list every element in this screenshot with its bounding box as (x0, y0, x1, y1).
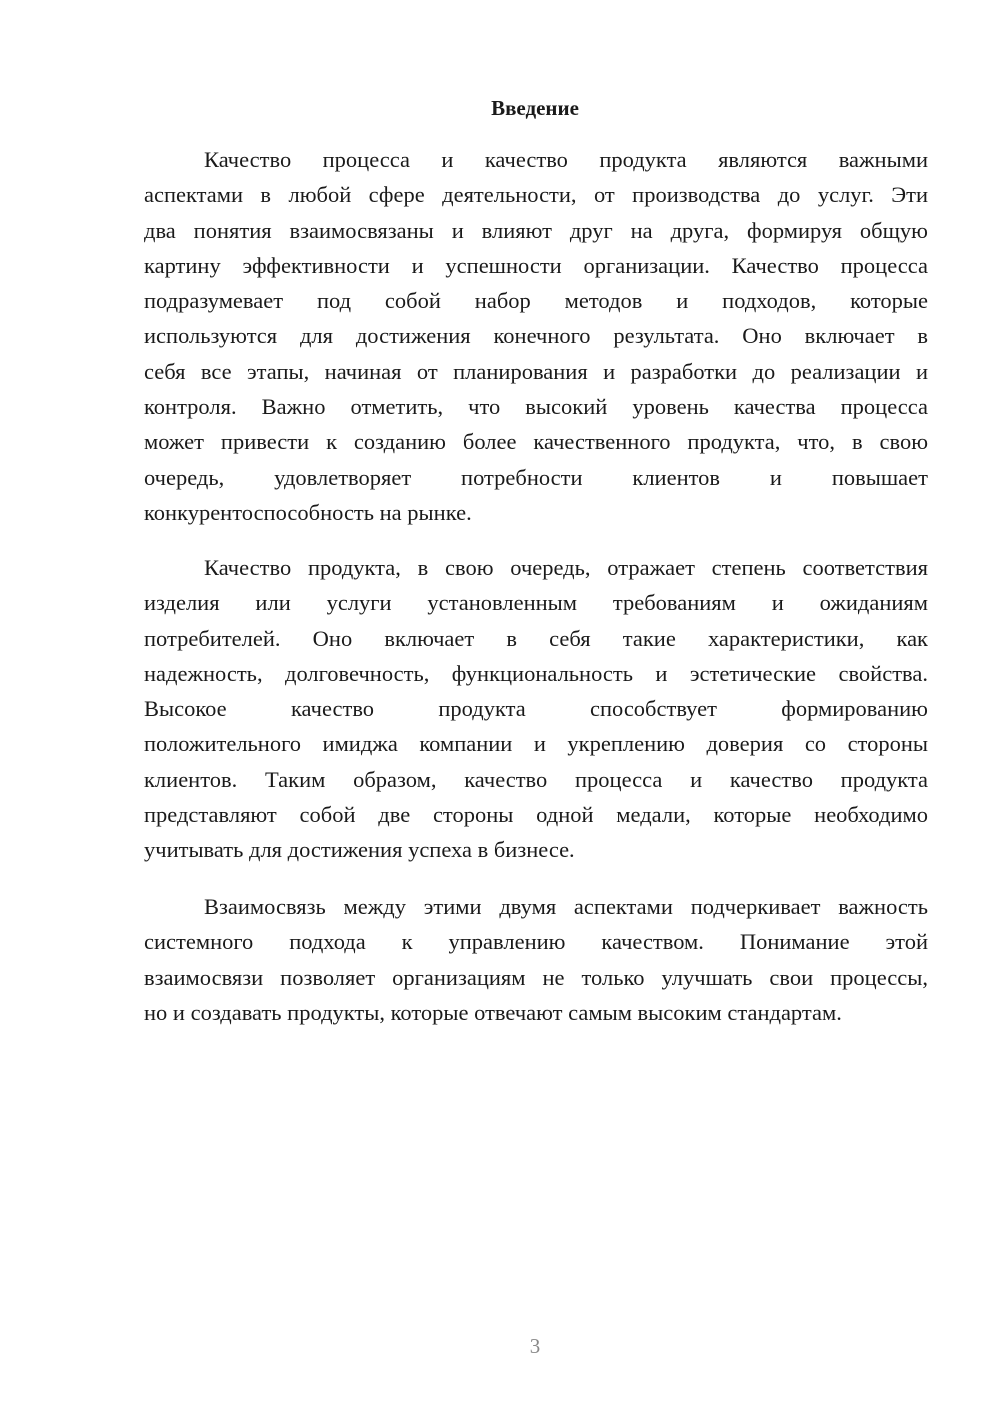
text-line: представляют собой две стороны одной медали, которые необходимо (144, 802, 928, 828)
text-line: взаимосвязи позволяет организациям не только улучшать свои процессы, (144, 964, 928, 990)
text-line: учитывать для достижения успеха в бизнесе. (144, 837, 575, 863)
text-line: используются для достижения конечного результата. Оно включает в (144, 323, 928, 349)
paragraph-3 (144, 889, 928, 1030)
text-line: но и создавать продукты, которые отвечают самым высоким стандартам. (144, 999, 842, 1025)
text-line: Качество процесса и качество продукта являются важными (204, 147, 928, 172)
text-line: аспектами в любой сфере деятельности, от производства до услуг. Эти (144, 182, 928, 208)
text-line: потребителей. Оно включает в себя такие характеристики, как (144, 625, 928, 651)
text-line: клиентов. Таким образом, качество процесса и качество продукта (144, 766, 928, 792)
page-title: Введение (491, 96, 579, 120)
text-line: два понятия взаимосвязаны и влияют друг на друга, формируя общую (144, 217, 928, 243)
text-line: конкурентоспособность на рынке. (144, 499, 472, 525)
text-line: контроля. Важно отметить, что высокий уровень качества процесса (144, 394, 928, 420)
paragraph-2 (144, 550, 928, 868)
text-line: может привести к созданию более качественного продукта, что, в свою (144, 429, 928, 455)
text-line: системного подхода к управлению качеством. Понимание этой (144, 929, 928, 955)
text-line: Высокое качество продукта способствует формированию (144, 696, 928, 722)
text-line: изделия или услуги установленным требованиям и ожиданиям (144, 590, 928, 616)
text-line: картину эффективности и успешности организации. Качество процесса (144, 252, 928, 278)
text-line: себя все этапы, начиная от планирования и разработки до реализации и (144, 358, 928, 384)
text-line: подразумевает под собой набор методов и подходов, которые (144, 288, 928, 314)
text-line: Качество продукта, в свою очередь, отражает степень соответствия (204, 555, 928, 580)
text-line: Взаимосвязь между этими двумя аспектами подчеркивает важность (204, 894, 928, 919)
text-line: очередь, удовлетворяет потребности клиентов и повышает (144, 464, 928, 490)
text-line: положительного имиджа компании и укреплению доверия со стороны (144, 731, 928, 757)
paragraph-1 (144, 142, 928, 530)
text-line: надежность, долговечность, функциональность и эстетические свойства. (144, 660, 928, 686)
page-number: 3 (529, 1334, 541, 1358)
